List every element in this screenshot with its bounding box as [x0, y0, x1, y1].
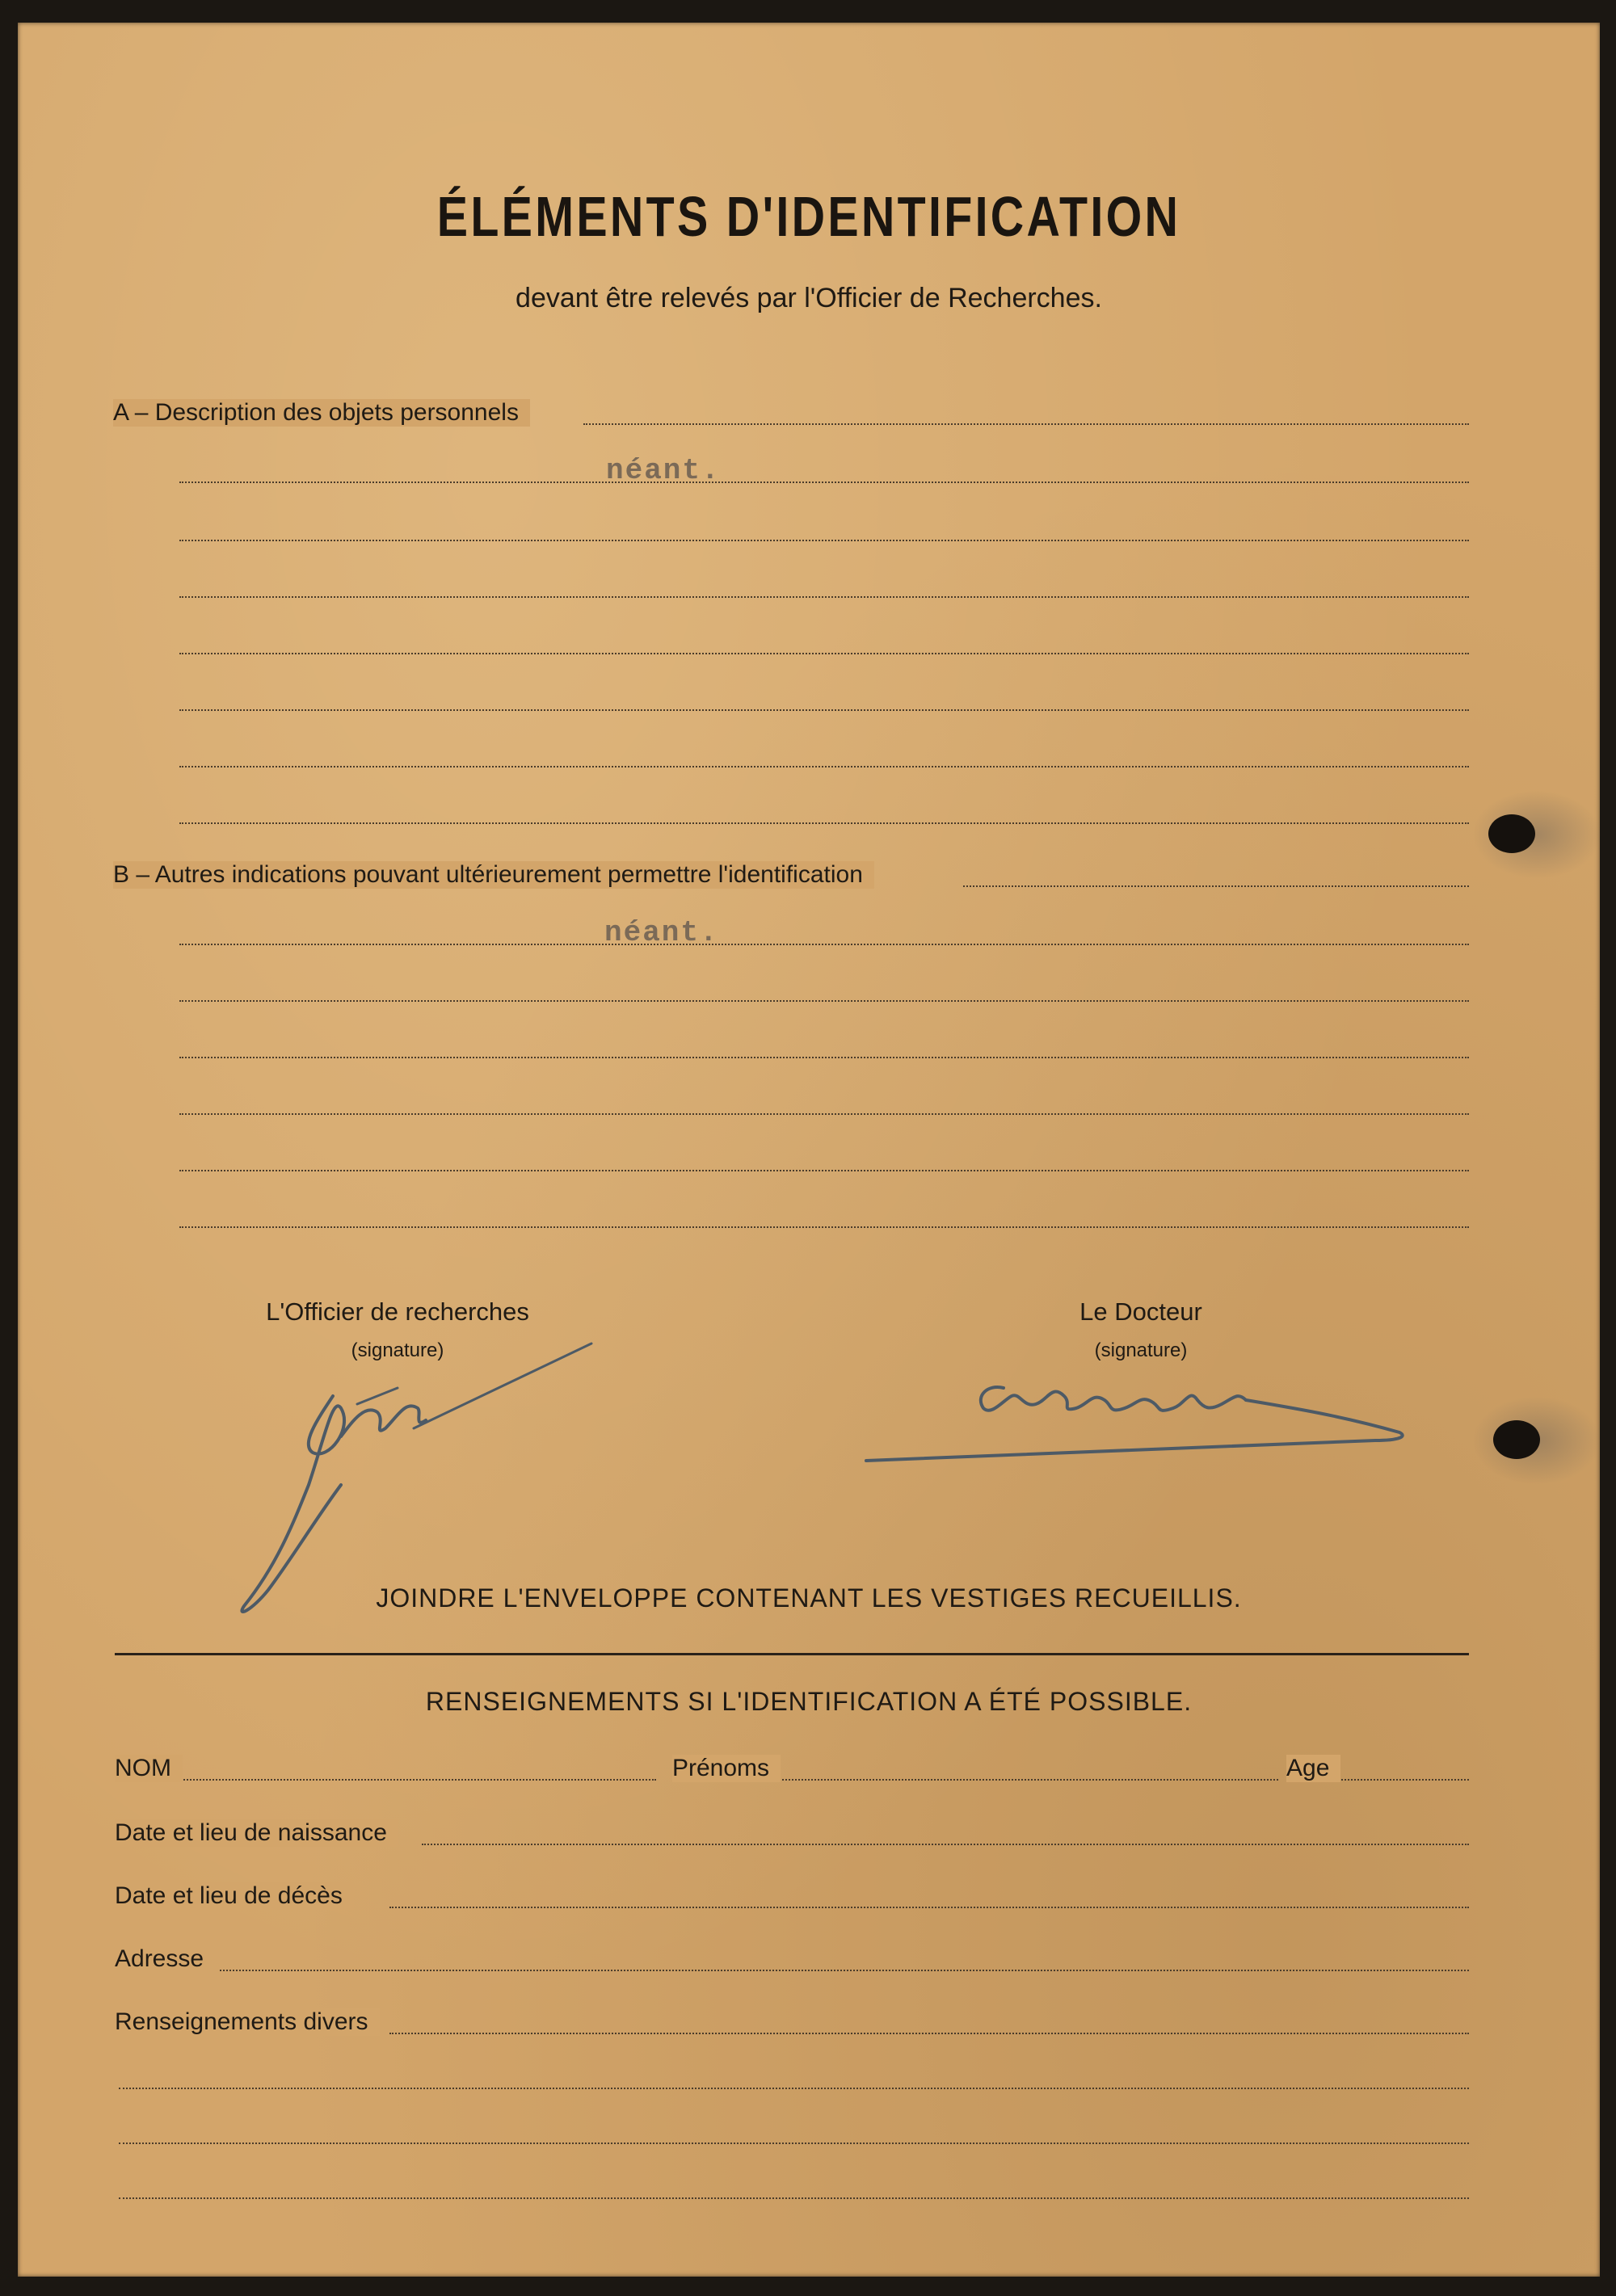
- officer-signature-heading: L'Officier de recherches: [266, 1297, 529, 1326]
- form-title: ÉLÉMENTS D'IDENTIFICATION: [436, 185, 1181, 248]
- section-b-line-1[interactable]: [963, 885, 1469, 887]
- naissance-field[interactable]: [422, 1844, 1469, 1845]
- age-field[interactable]: [1335, 1779, 1469, 1781]
- section-b-line-5[interactable]: [179, 1113, 1469, 1115]
- section-a-typed-value: néant.: [606, 454, 721, 487]
- form-subtitle: devant être relevés par l'Officier de Recherches.: [516, 283, 1102, 313]
- adresse-label: Adresse: [115, 1945, 215, 1973]
- punch-hole-bottom: [1493, 1420, 1540, 1459]
- divers-field-line-2[interactable]: [119, 2088, 1469, 2089]
- punch-hole-top: [1488, 814, 1535, 853]
- doctor-signature-caption: (signature): [1094, 1339, 1188, 1361]
- section-a-label: A – Description des objets personnels: [113, 399, 530, 427]
- officer-handwritten-signature: [212, 1331, 600, 1638]
- section-b-line-2[interactable]: [179, 944, 1469, 945]
- adresse-field[interactable]: [220, 1970, 1469, 1971]
- section-b-label: B – Autres indications pouvant ultérieurement permettre l'identification: [113, 861, 874, 889]
- nom-label: NOM: [115, 1755, 183, 1782]
- naissance-label: Date et lieu de naissance: [115, 1819, 398, 1847]
- section-a-line-8[interactable]: [179, 822, 1469, 824]
- section-a-line-3[interactable]: [179, 540, 1469, 541]
- officer-signature-caption: (signature): [351, 1339, 444, 1361]
- section-a-line-6[interactable]: [179, 709, 1469, 711]
- instruction-text: JOINDRE L'ENVELOPPE CONTENANT LES VESTIGES RECUEILLIS.: [376, 1583, 1242, 1613]
- deces-field[interactable]: [389, 1907, 1469, 1908]
- divers-field-line-4[interactable]: [119, 2197, 1469, 2199]
- doctor-handwritten-signature: [842, 1364, 1424, 1493]
- prenoms-label: Prénoms: [672, 1755, 781, 1782]
- section-a-line-2[interactable]: [179, 481, 1469, 483]
- section-b-typed-value: néant.: [604, 916, 719, 949]
- section-a-line-4[interactable]: [179, 596, 1469, 598]
- form-sheet: [18, 23, 1600, 2277]
- divers-field-line-1[interactable]: [389, 2033, 1469, 2034]
- doctor-signature-heading: Le Docteur: [1079, 1297, 1202, 1326]
- section-b-line-3[interactable]: [179, 1000, 1469, 1002]
- identification-section-title: RENSEIGNEMENTS SI L'IDENTIFICATION A ÉTÉ POSSIBLE.: [425, 1687, 1193, 1716]
- age-label: Age: [1286, 1755, 1340, 1782]
- section-b-line-7[interactable]: [179, 1226, 1469, 1228]
- nom-field[interactable]: [171, 1779, 656, 1781]
- deces-label: Date et lieu de décès: [115, 1882, 354, 1910]
- prenoms-field[interactable]: [769, 1779, 1278, 1781]
- section-a-line-7[interactable]: [179, 766, 1469, 767]
- divers-field-line-3[interactable]: [119, 2143, 1469, 2144]
- section-a-line-1[interactable]: [583, 423, 1469, 425]
- section-divider: [115, 1653, 1469, 1655]
- divers-label: Renseignements divers: [115, 2008, 380, 2036]
- section-b-line-6[interactable]: [179, 1170, 1469, 1171]
- section-a-line-5[interactable]: [179, 653, 1469, 654]
- section-b-line-4[interactable]: [179, 1057, 1469, 1058]
